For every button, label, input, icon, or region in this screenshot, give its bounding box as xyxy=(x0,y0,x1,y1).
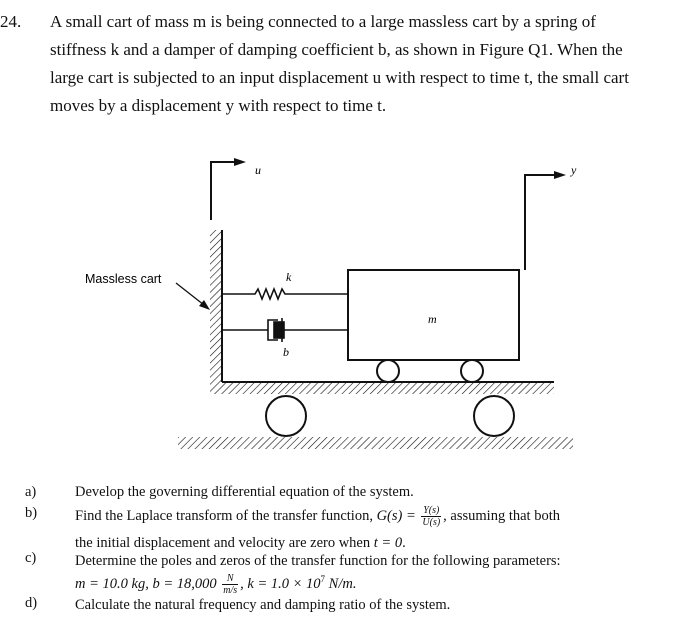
spring xyxy=(222,289,348,299)
item-b-frac-num: Y(s) xyxy=(423,505,440,516)
item-b-line2-math: t = 0 xyxy=(373,535,403,551)
item-a-label: a) xyxy=(25,484,37,500)
label-k: k xyxy=(286,270,292,284)
massless-cart-pointer xyxy=(176,283,210,310)
label-massless-cart: Massless cart xyxy=(85,272,162,286)
label-m: m xyxy=(428,312,437,326)
item-c-params-post: , k = 1.0 × 10 xyxy=(240,575,321,592)
label-y: y xyxy=(571,163,577,177)
figure-q1 xyxy=(0,150,700,480)
ground xyxy=(178,437,573,449)
item-d-text: Calculate the natural frequency and damping ratio of the system. xyxy=(75,597,451,613)
label-b: b xyxy=(283,345,289,359)
question-line-3: large cart is subjected to an input displacement u with respect to time t, the small cart xyxy=(50,68,629,87)
item-c-frac-den: m/s xyxy=(223,585,238,596)
item-b-label: b) xyxy=(25,505,38,521)
big-wheel-right xyxy=(474,396,514,436)
item-b-text-post: , assuming that both xyxy=(443,507,560,524)
item-c-params xyxy=(75,573,356,596)
item-c-label: c) xyxy=(25,550,37,566)
item-b-text-pre: Find the Laplace transform of the transfer function, xyxy=(75,507,377,524)
question-line-2: stiffness k and a damper of damping coefficient b, as shown in Figure Q1. When the xyxy=(50,40,623,59)
item-c-params-pre: m = 10.0 kg, b = 18,000 xyxy=(75,575,217,592)
small-wheel-right xyxy=(461,360,483,382)
item-b-fraction xyxy=(421,505,441,528)
item-b-math: G(s) = xyxy=(376,507,416,524)
item-c-params-unit: N/m. xyxy=(325,575,357,592)
item-c-text: Determine the poles and zeros of the transfer function for the following parameters: xyxy=(75,553,561,569)
item-b-line-1 xyxy=(75,505,560,528)
item-a-text: Develop the governing differential equation of the system. xyxy=(75,484,414,500)
damper xyxy=(222,318,348,342)
question-line-1: A small cart of mass m is being connected to a large massless cart by a spring of xyxy=(50,12,596,31)
item-c-exponent: 7 xyxy=(320,574,326,584)
item-d-label: d) xyxy=(25,595,38,611)
small-wheel-left xyxy=(377,360,399,382)
question-number: 24. xyxy=(0,12,22,31)
label-u: u xyxy=(255,163,261,177)
input-arrow-u xyxy=(210,158,246,220)
item-b-frac-den: U(s) xyxy=(422,517,441,528)
output-arrow-y xyxy=(524,171,566,270)
item-b-line2-text: the initial displacement and velocity are zero when xyxy=(75,535,371,551)
question-line-4: moves by a displacement y with respect to time t. xyxy=(50,96,387,115)
item-b-line-2 xyxy=(75,535,406,552)
item-b-line2-end: . xyxy=(402,535,406,551)
item-c-fraction xyxy=(222,573,238,596)
big-wheel-left xyxy=(266,396,306,436)
item-c-frac-num: N xyxy=(222,573,238,585)
